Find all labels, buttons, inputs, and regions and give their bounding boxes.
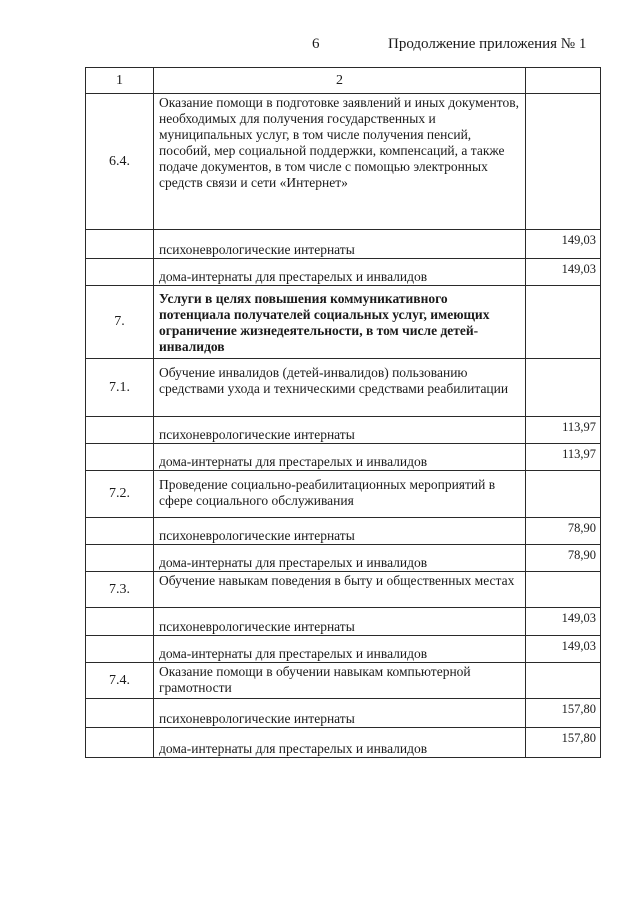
table-row [86,230,601,259]
table-row [86,518,601,545]
row-subcategory: психоневрологические интернаты [154,518,526,545]
row-subcategory: дома-интернаты для престарелых и инвалидов [154,545,526,572]
row-number [86,608,154,636]
row-description: Оказание помощи в подготовке заявлений и иных документов, необходимых для получения государственных и муниципальных услуг, в том числе получения пенсий, пособий, мер социальной поддержки, компенсаций, а также подаче документов, в том числе с помощью электронных средств связи и сети «Интернет» [154,94,526,230]
row-subcategory: психоневрологические интернаты [154,417,526,444]
row-value: 149,03 [526,259,601,286]
row-value: 149,03 [526,608,601,636]
table-row [86,728,601,758]
row-value: 149,03 [526,230,601,259]
row-number [86,545,154,572]
row-description: Услуги в целях повышения коммуникативного потенциала получателей социальных услуг, имеющих ограничение жизнедеятельности, в том числе детей-инвалидов [154,286,526,359]
row-subcategory: дома-интернаты для престарелых и инвалидов [154,259,526,286]
table-row [86,636,601,663]
row-value: 113,97 [526,444,601,471]
table-row [86,545,601,572]
row-description: Обучение инвалидов (детей-инвалидов) пользованию средствами ухода и техническими средствами реабилитации [154,359,526,417]
table-row [86,572,601,608]
page-caption: Продолжение приложения № 1 [388,36,587,52]
row-description: Проведение социально-реабилитационных мероприятий в сфере социального обслуживания [154,471,526,518]
row-number [86,699,154,728]
table-row [86,94,601,230]
row-value: 157,80 [526,699,601,728]
page-number: 6 [312,36,320,52]
row-value [526,663,601,699]
row-value: 113,97 [526,417,601,444]
row-description: Обучение навыкам поведения в быту и общественных местах [154,572,526,608]
table-row [86,608,601,636]
table-header-row [86,68,601,94]
row-subcategory: психоневрологические интернаты [154,699,526,728]
row-number [86,230,154,259]
row-subcategory: психоневрологические интернаты [154,230,526,259]
row-number: 7.4. [86,663,154,699]
row-value [526,94,601,230]
row-value [526,471,601,518]
table-row [86,359,601,417]
table-row [86,699,601,728]
row-value [526,286,601,359]
row-number [86,444,154,471]
column-header-description: 2 [154,68,526,94]
row-number: 7.1. [86,359,154,417]
row-description: Оказание помощи в обучении навыкам компьютерной грамотности [154,663,526,699]
row-subcategory: психоневрологические интернаты [154,608,526,636]
tariff-table [85,67,601,758]
row-number: 7.3. [86,572,154,608]
row-number [86,728,154,758]
row-subcategory: дома-интернаты для престарелых и инвалидов [154,444,526,471]
table-row [86,444,601,471]
row-value: 78,90 [526,545,601,572]
row-number: 7. [86,286,154,359]
row-number: 6.4. [86,94,154,230]
row-value: 149,03 [526,636,601,663]
row-subcategory: дома-интернаты для престарелых и инвалидов [154,636,526,663]
table-row [86,663,601,699]
table-row [86,417,601,444]
table-row [86,286,601,359]
row-number [86,417,154,444]
column-header-value [526,68,601,94]
table-row [86,471,601,518]
table-row [86,259,601,286]
row-value [526,359,601,417]
row-number [86,636,154,663]
row-value [526,572,601,608]
row-number [86,518,154,545]
column-header-number: 1 [86,68,154,94]
row-subcategory: дома-интернаты для престарелых и инвалидов [154,728,526,758]
row-value: 78,90 [526,518,601,545]
row-number: 7.2. [86,471,154,518]
row-value: 157,80 [526,728,601,758]
row-number [86,259,154,286]
